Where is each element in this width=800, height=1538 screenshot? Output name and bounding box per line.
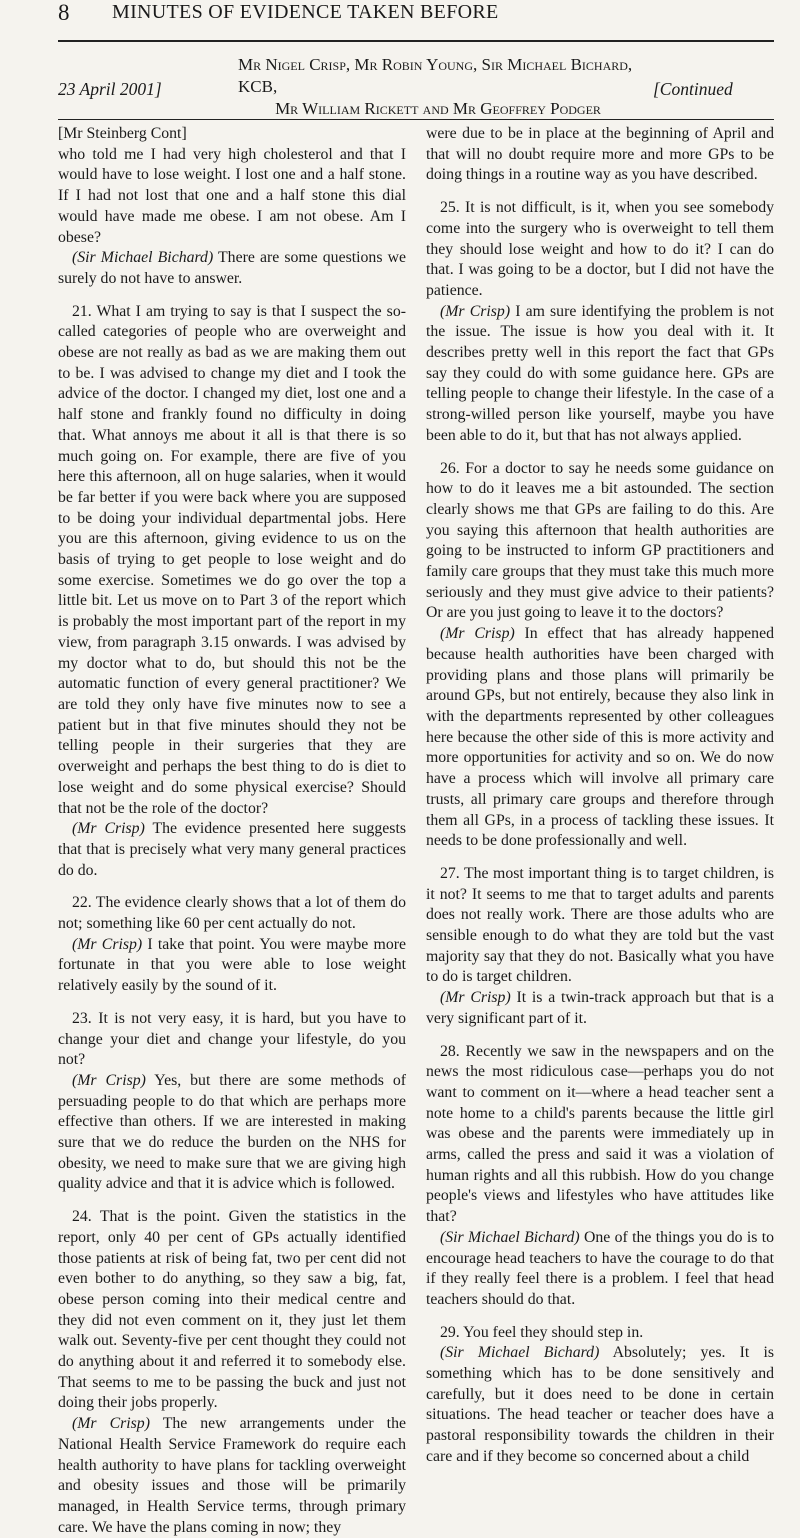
running-title: MINUTES OF EVIDENCE TAKEN BEFORE bbox=[112, 1, 499, 23]
speaker-name: (Mr Crisp) bbox=[72, 1071, 146, 1089]
speaker-name: (Mr Crisp) bbox=[72, 820, 145, 838]
page-number: 8 bbox=[58, 0, 70, 25]
right-column bbox=[426, 124, 774, 1468]
question-paragraph: 27. The most important thing is to target children, is it not? It seems to me that to target adults and parents does not really work. There are those adults who are sensible enough to do what they are told but the vast majority say that they do not. Basically what you have to do is target children. bbox=[426, 864, 774, 986]
answer-text: There are some questions we surely do not have to answer. bbox=[58, 249, 406, 287]
answer-paragraph bbox=[426, 1228, 774, 1311]
answer-paragraph bbox=[58, 1414, 406, 1538]
hearing-date: 23 April 2001] bbox=[58, 79, 162, 99]
witnesses-heading bbox=[238, 54, 658, 120]
answer-paragraph bbox=[426, 624, 774, 852]
paragraph: who told me I had very high cholesterol and that I would have to lose weight. I lost one and a half stone. If I had not lost that one and a half stone this dial would have made me obese. I am not obese. Am I obese? bbox=[58, 145, 406, 246]
answer-text: I am sure identifying the problem is not the issue. The issue is how you deal with it. It describes pretty well in this report the fact that GPs say they could do with some guidance here. GPs are telling people to change their lifestyle. In the case of a strong-willed person like yourself, maybe you have been able to do it, but that has not always applied. bbox=[426, 302, 774, 444]
header-rule-top bbox=[58, 40, 774, 42]
continued-label: [Continued bbox=[653, 79, 733, 99]
witnesses-line-1: Mr Nigel Crisp, Mr Robin Young, Sir Michael Bichard, KCB, bbox=[238, 55, 633, 96]
answer-paragraph bbox=[58, 1071, 406, 1195]
witnesses-line-2: Mr William Rickett and Mr Geoffrey Podger bbox=[275, 99, 601, 118]
speaker-name: (Mr Crisp) bbox=[72, 1415, 150, 1433]
speaker-name: (Sir Michael Bichard) bbox=[440, 1228, 580, 1246]
question-paragraph: 21. What I am trying to say is that I suspect the so-called categories of people who are overweight and obese are not really as bad as we are making them out to be. I was advised to change my diet and I took the advice of the doctor. I changed my diet, lost one and a half stone and frankly found no difficulty in doing that. What annoys me about it all is that there is so much going on. For example, there are five of you here this afternoon, all on huge salaries, when it would be far better if you were back where you are supposed to be doing your individual departmental jobs. Here you are this afternoon, giving evidence to us on the basis of trying to get people to lose weight and do some exercise. Sometimes we do go over the top a little bit. Let us move on to Part 3 of the report which is probably the most important part of the report in my view, from paragraph 3.15 onwards. I was advised by my doctor what to do, but should this not be the automatic function of every general practitioner? We are told they only have five minutes now to see a patient but in that five minutes should they not be telling people in their surgeries that they are overweight and perhaps the best thing to do is diet to lose weight and do some physical exercise? Should that not be the role of the doctor? bbox=[58, 302, 406, 817]
answer-paragraph bbox=[58, 819, 406, 881]
answer-text: The evidence presented here suggests that that is precisely what very many general practices do do. bbox=[58, 820, 406, 879]
answer-text: The new arrangements under the National Health Service Framework do require each health authority to have plans for tackling overweight and obesity issues and those will be primarily managed, in Health Service terms, through primary care. We have the plans coming in now; they bbox=[58, 1415, 406, 1536]
answer-text: Absolutely; yes. It is something which has to be done sensitively and carefully, but it does need to be done in certain situations. The head teacher or teacher does have a pastoral responsibility towards the children in their care and if they become so concerned about a child bbox=[426, 1344, 775, 1465]
question-paragraph: 25. It is not difficult, is it, when you see somebody come into the surgery who is overweight to tell them they should lose weight and how to do it? I can do that. I was going to be a doctor, but I did not have the patience. bbox=[426, 199, 774, 299]
paragraph: were due to be in place at the beginning of April and that will no doubt require more and more GPs to be doing things in a routine way as you have described. bbox=[426, 125, 774, 184]
answer-paragraph bbox=[58, 248, 406, 289]
answer-paragraph bbox=[426, 302, 774, 447]
speaker-name: (Sir Michael Bichard) bbox=[440, 1344, 600, 1362]
answer-text: It is a twin-track approach but that is a very significant part of it. bbox=[426, 989, 774, 1027]
question-paragraph: 23. It is not very easy, it is hard, but you have to change your diet and change your lifestyle, do you not? bbox=[58, 1009, 406, 1069]
question-paragraph: 24. That is the point. Given the statistics in the report, only 40 per cent of GPs actually identified those patients at risk of being fat, two per cent did not even bother to do anything, so they saw a big, fat, obese person coming into their medical centre and they did not even comment on it, they just let them walk out. Seventy-five per cent thought they could not do anything about it and referred it to somebody else. That seems to me to be passing the buck and just not doing their jobs properly. bbox=[58, 1208, 406, 1412]
speaker-name: (Mr Crisp) bbox=[440, 625, 515, 643]
answer-paragraph bbox=[58, 935, 406, 997]
left-column bbox=[58, 124, 406, 1538]
speaker-name: (Sir Michael Bichard) bbox=[72, 249, 214, 267]
answer-text: Yes, but there are some methods of persuading people to do that which are perhaps more effective than others. If we are interested in making sure that we do reduce the burden on the NHS for obesity, we need to make sure that we are giving high quality advice and that it is advice which is followed. bbox=[58, 1071, 406, 1193]
question-paragraph: 26. For a doctor to say he needs some guidance on how to do it leaves me a bit astounded. The section clearly shows me that GPs are failing to do this. Are you saying this afternoon that health authorities are going to be instructed to inform GP practitioners and family care groups that they must take this much more seriously and they must give advice to their patients? Or are you just going to leave it to the doctors? bbox=[426, 459, 774, 622]
answer-paragraph bbox=[426, 1343, 774, 1467]
answer-text: In effect that has already happened because health authorities have been charged with providing plans and those plans will primarily be around GPs, but not entirely, because they also link in with the departments represented by other colleagues here because the other side of this is more activity and more opportunities for activity and so on. We do now have a process which will involve all primary care trusts, all primary care groups and therefore through them all GPs, in a process of tackling these issues. It needs to be done professionally and well. bbox=[426, 625, 774, 850]
answer-text: One of the things you do is to encourage head teachers to have the courage to do that if they really feel there is a problem. I feel that head teachers should do that. bbox=[426, 1228, 774, 1308]
header-rule-bottom bbox=[58, 119, 774, 120]
question-paragraph: 29. You feel they should step in. bbox=[440, 1323, 644, 1341]
speaker-heading: [Mr Steinberg Cont] bbox=[58, 125, 187, 142]
question-paragraph: 22. The evidence clearly shows that a lot of them do not; something like 60 per cent actually do not. bbox=[58, 894, 406, 933]
speaker-name: (Mr Crisp) bbox=[440, 302, 511, 320]
answer-text: I take that point. You were maybe more fortunate in that you were able to lose weight relatively easily by the sound of it. bbox=[58, 935, 406, 995]
answer-paragraph bbox=[426, 988, 774, 1029]
speaker-name: (Mr Crisp) bbox=[72, 935, 143, 953]
speaker-name: (Mr Crisp) bbox=[440, 989, 511, 1007]
question-paragraph: 28. Recently we saw in the newspapers and on the news the most ridiculous case—perhaps you do not want to comment on it—where a head teacher sent a note home to a child's parents because the little girl was obese and the parents were immediately up in arms, called the press and said it was a violation of human rights and all this rubbish. How do you change people's views and lifestyles who have attitudes like that? bbox=[426, 1042, 774, 1226]
